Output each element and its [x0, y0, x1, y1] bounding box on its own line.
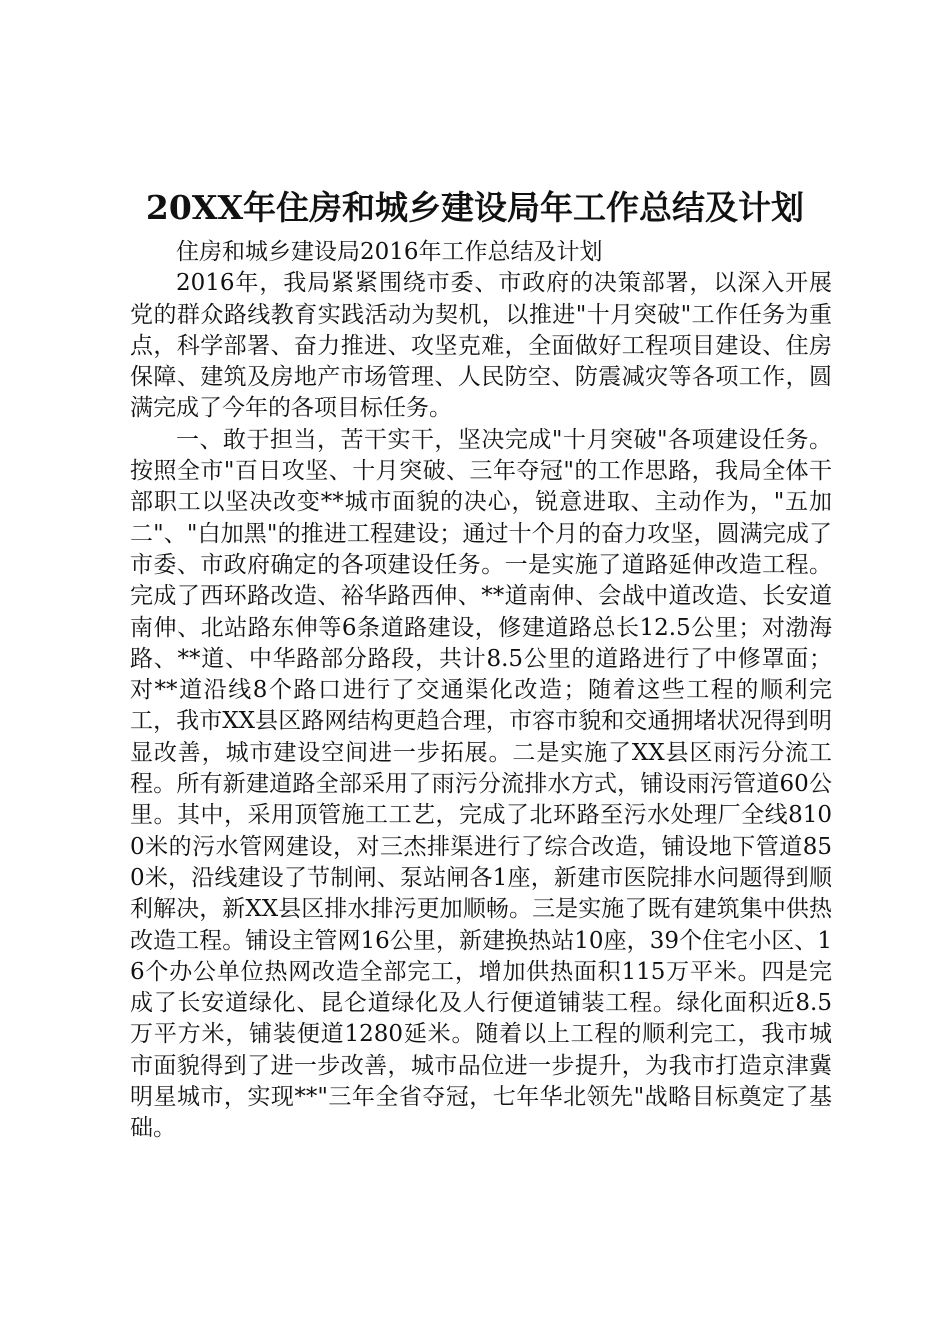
- document-title: 20XX年住房和城乡建设局年工作总结及计划: [145, 188, 805, 227]
- document-subtitle: 住房和城乡建设局2016年工作总结及计划: [176, 239, 603, 265]
- paragraph-section-one: 一、敢于担当，苦干实干，坚决完成"十月突破"各项建设任务。按照全市"百日攻坚、十月突破、三年夺冠"的工作思路，我局全体干部职工以坚决改变**城市面貌的决心，锐意进取、主动作为，"五加二"、"白加黑"的推进工程建设；通过十个月的奋力攻坚，圆满完成了市委、市政府确定的各项建设任务。一是实施了道路延伸改造工程。完成了西环路改造、裕华路西伸、**道南伸、会战中道改造、长安道南伸、北站路东伸等6条道路建设，修建道路总长12.5公里；对渤海路、**道、中华路部分路段，共计8.5公里的道路进行了中修罩面；对**道沿线8个路口进行了交通渠化改造；随着这些工程的顺利完工，我市XX县区路网结构更趋合理，市容市貌和交通拥堵状况得到明显改善，城市建设空间进一步拓展。二是实施了XX县区雨污分流工程。所有新建道路全部采用了雨污分流排水方式，铺设雨污管道60公里。其中，采用顶管施工工艺，完成了北环路至污水处理厂全线8100米的污水管网建设，对三杰排渠进行了综合改造，铺设地下管道850米，沿线建设了节制闸、泵站闸各1座，新建市医院排水问题得到顺利解决，新XX县区排水排污更加顺畅。三是实施了既有建筑集中供热改造工程。铺设主管网16公里，新建换热站10座，39个住宅小区、16个办公单位热网改造全部完工，增加供热面积115万平米。四是完成了长安道绿化、昆仑道绿化及人行便道铺装工程。绿化面积近8.5万平方米，铺装便道1280延米。随着以上工程的顺利完工，我市城市面貌得到了进一步改善，城市品位进一步提升，为我市打造京津冀明星城市，实现**"三年全省夺冠，七年华北领先"战略目标奠定了基础。: [130, 426, 832, 1142]
- paragraph-intro: 2016年，我局紧紧围绕市委、市政府的决策部署，以深入开展党的群众路线教育实践活动为契机，以推进"十月突破"工作任务为重点，科学部署、奋力推进、攻坚克难，全面做好工程项目建设、住房保障、建筑及房地产市场管理、人民防空、防震减灾等各项工作，圆满完成了今年的各项目标任务。: [130, 270, 832, 422]
- document-body: [130, 237, 832, 1145]
